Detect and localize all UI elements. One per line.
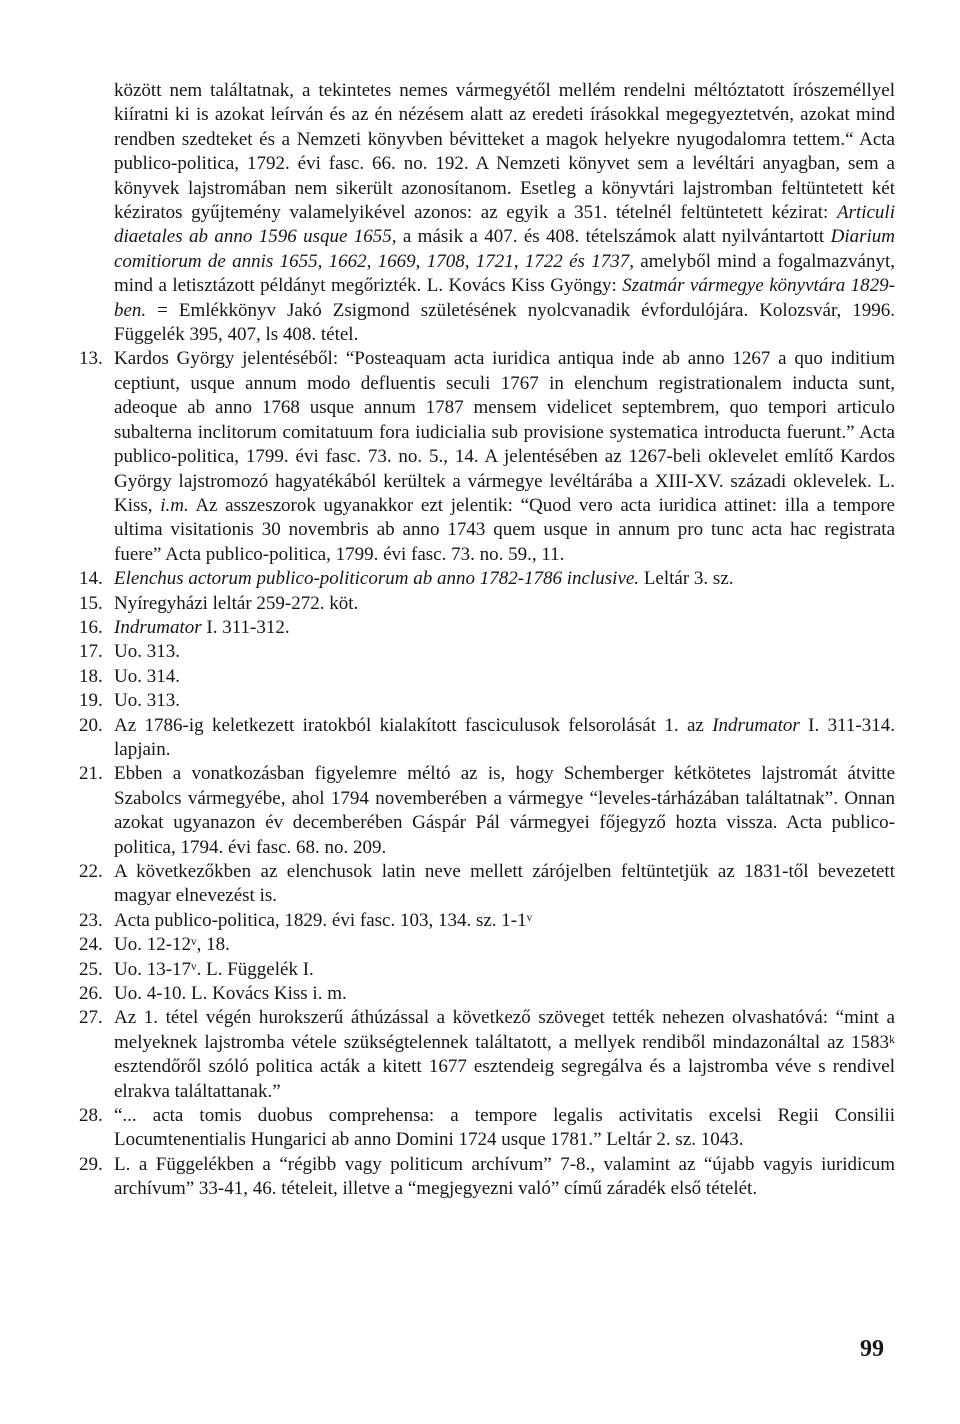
text-run: Az 1. tétel végén hurokszerű áthúzással a következő szöveget tették nehezen olvashatóvá: “mint a melyeknek lajstromba vétele szükségtelennek találtatott, a mellyek rendiből mindazonáltal az 1583ᵏ esztendőről szóló politica acták a kitett 1677 esztendeig segregálva és a lajstromba véve s rendivel elrakva találtattanak.” — [114, 1007, 895, 1102]
text-run: Uo. 12-12ᵛ, 18. — [114, 934, 230, 956]
text-run: amelyből mind a fogalmazványt, mind a letisztázott példányt megőrizték. L. Kovács Kiss Gyöngy: — [114, 250, 895, 297]
text-run: Uo. 13-17ᵛ. L. Függelék I. — [114, 958, 314, 980]
endnote-text — [114, 616, 895, 640]
italic-title: Elenchus actorum publico-politicorum ab anno 1782-1786 inclusive. — [114, 568, 640, 590]
endnote-number: 25. — [79, 958, 103, 980]
endnote-text — [114, 1006, 895, 1104]
endnote-number: 15. — [79, 592, 103, 614]
text-run: Nyíregyházi leltár 259-272. köt. — [114, 592, 359, 614]
endnote-text — [114, 665, 895, 689]
endnote-text — [114, 762, 895, 860]
italic-title: Indrumator — [712, 714, 800, 736]
endnote — [79, 860, 895, 909]
endnote-text — [114, 1153, 895, 1202]
endnote — [79, 933, 895, 957]
text-run: A következőkben az elenchusok latin neve mellett zárójelben feltüntetjük az 1831-től bevezetett magyar elnevezést is. — [114, 861, 895, 907]
endnote-number: 17. — [79, 641, 103, 663]
endnote-text — [114, 958, 895, 982]
endnote-text — [114, 1104, 895, 1153]
endnote-number: 13. — [79, 348, 103, 370]
text-run: Uo. 313. — [114, 641, 180, 663]
endnote-number: 18. — [79, 665, 103, 687]
endnote-text — [114, 347, 895, 567]
text-run: Kardos György jelentéséből: “Posteaquam acta iuridica antiqua inde ab anno 1267 a quo inditium ceptiunt, usque annum modo defluentis seculi 1767 in elenchum registrationalem inducta sunt, adeoque ab anno 1768 usque annum 1787 mensem videlicet septembrem, quo tempori articulo subalterna inclitorum comitatuum fora iudicialia sub provisione systematica introducta fuerunt.” Acta publico-politica, 1799. évi fasc. 73. no. 5., 14. A jelentésében az 1267-beli oklevelet említő Kardos György lajstromozó hagyatékából kerültek a vármegye levéltárába a XIII-XV. századi oklevelek. L. Kiss, — [114, 348, 895, 516]
text-run: Az asszeszorok ugyanakkor ezt jelentik: “Quod vero acta iuridica attinet: illa a tempore ultima visitationis 30 novembris ab anno 1743 quem usque in annum pro tunc acta hac registrata fuere” Acta publico-politica, 1799. évi fasc. 73. no. 59., 11. — [114, 494, 895, 565]
endnotes-list — [79, 79, 895, 1202]
endnote-number: 23. — [79, 909, 103, 931]
text-run: Acta publico-politica, 1829. évi fasc. 103, 134. sz. 1-1ᵛ — [114, 909, 533, 931]
text-run: “... acta tomis duobus comprehensa: a tempore legalis activitatis excelsi Regii Consilii Locumtenentialis Hungarici ab anno Domini 1724 usque 1781.” Leltár 2. sz. 1043. — [114, 1105, 895, 1151]
endnote — [79, 958, 895, 982]
endnote — [79, 909, 895, 933]
text-run: = Emlékkönyv Jakó Zsigmond születésének nyolcvanadik évfordulójára. Kolozsvár, 1996. Függelék 395, 407, ls 408. tétel. — [114, 299, 895, 346]
endnote-text — [79, 79, 895, 347]
endnote-text — [114, 933, 895, 957]
italic-title: Diarium comitiorum de annis 1655, 1662, 1669, 1708, 1721, 1722 és 1737, — [114, 226, 895, 272]
endnote-number: 27. — [79, 1007, 103, 1029]
text-run: I. 311-314. lapjain. — [114, 714, 896, 760]
text-run: L. a Függelékben a “régibb vagy politicum archívum” 7-8., valamint az “újabb vagyis iuridicum archívum” 33-41, 46. tételeit, illetve a “megjegyezni való” című záradék első tételét. — [114, 1153, 895, 1200]
endnote-text — [114, 860, 895, 909]
endnote-text — [114, 714, 895, 763]
endnote-number: 28. — [79, 1105, 103, 1127]
endnote-continuation — [79, 79, 895, 347]
italic-title: i.m. — [160, 494, 189, 516]
endnote — [79, 982, 895, 1006]
endnote-number: 21. — [79, 763, 103, 785]
endnote-text — [114, 689, 895, 713]
endnote — [79, 567, 895, 591]
endnote-number: 14. — [79, 568, 103, 590]
text-run: a másik a 407. és 408. tételszámok alatt nyilvántartott — [396, 226, 831, 248]
endnote — [79, 640, 895, 664]
endnote — [79, 762, 895, 860]
endnote — [79, 1104, 895, 1153]
text-run: Ebben a vonatkozásban figyelemre méltó az is, hogy Schemberger kétkötetes lajstromát átvitte Szabolcs vármegyébe, ahol 1794 novemberében a vármegye “leveles-tárházában találtatnak”. Onnan azokat ugyanazon év decemberében Gáspár Pál vármegyei főjegyző hozta vissza. Acta publico-politica, 1794. évi fasc. 68. no. 209. — [114, 763, 895, 858]
endnote-number: 29. — [79, 1153, 103, 1175]
text-run: Uo. 4-10. L. Kovács Kiss i. m. — [114, 983, 347, 1005]
page-number: 99 — [860, 1336, 884, 1362]
italic-title: Szatmár vármegye könyvtára 1829-ben. — [114, 275, 895, 321]
endnote — [79, 714, 895, 763]
endnote-number: 19. — [79, 690, 103, 712]
endnote — [79, 689, 895, 713]
text-run: Leltár 3. sz. — [639, 568, 734, 590]
endnote-number: 26. — [79, 983, 103, 1005]
italic-title: Indrumator — [114, 616, 202, 638]
text-run: között nem találtatnak, a tekintetes nemes vármegyétől mellém rendelni méltóztatott írószeméllyel kiíratni ki is azokat leírván és az én nézésem alatt az eredeti írásokkal megegyeztetvén, azokat mind rendben szedteket és a Nemzeti könyvben bévitteket a magok helyekre nyugodalomra tettem.“ Acta publico-politica, 1792. évi fasc. 66. no. 192. A Nemzeti könyvet sem a levéltári anyagban, sem a könyvek lajstromában nem sikerült azonosítanom. Esetleg a könyvtári lajstromban feltüntetett két kéziratos gyűjtemény valamelyikével azonos: az egyik a 351. tételnél feltüntetett kézirat: — [114, 80, 895, 224]
endnote-text — [114, 909, 895, 933]
text-run: Az 1786-ig keletkezett iratokból kialakított fasciculusok felsorolását 1. az — [114, 714, 713, 736]
endnote — [79, 347, 895, 567]
endnote-number: 16. — [79, 616, 103, 638]
endnote-text — [114, 640, 895, 664]
text-run: Uo. 313. — [114, 690, 180, 712]
text-run: Uo. 314. — [114, 665, 180, 687]
endnote-number: 20. — [79, 714, 103, 736]
endnote — [79, 665, 895, 689]
italic-title: Articuli diaetales ab anno 1596 usque 1655, — [114, 202, 895, 248]
endnote — [79, 616, 895, 640]
endnote-number: 22. — [79, 861, 103, 882]
endnote-text — [114, 592, 895, 616]
endnote — [79, 1006, 895, 1104]
endnote — [79, 592, 895, 616]
endnote-text — [114, 982, 895, 1006]
endnote — [79, 1153, 895, 1202]
text-run: I. 311-312. — [201, 616, 290, 638]
endnote-number: 24. — [79, 934, 103, 956]
endnote-text — [114, 567, 895, 591]
